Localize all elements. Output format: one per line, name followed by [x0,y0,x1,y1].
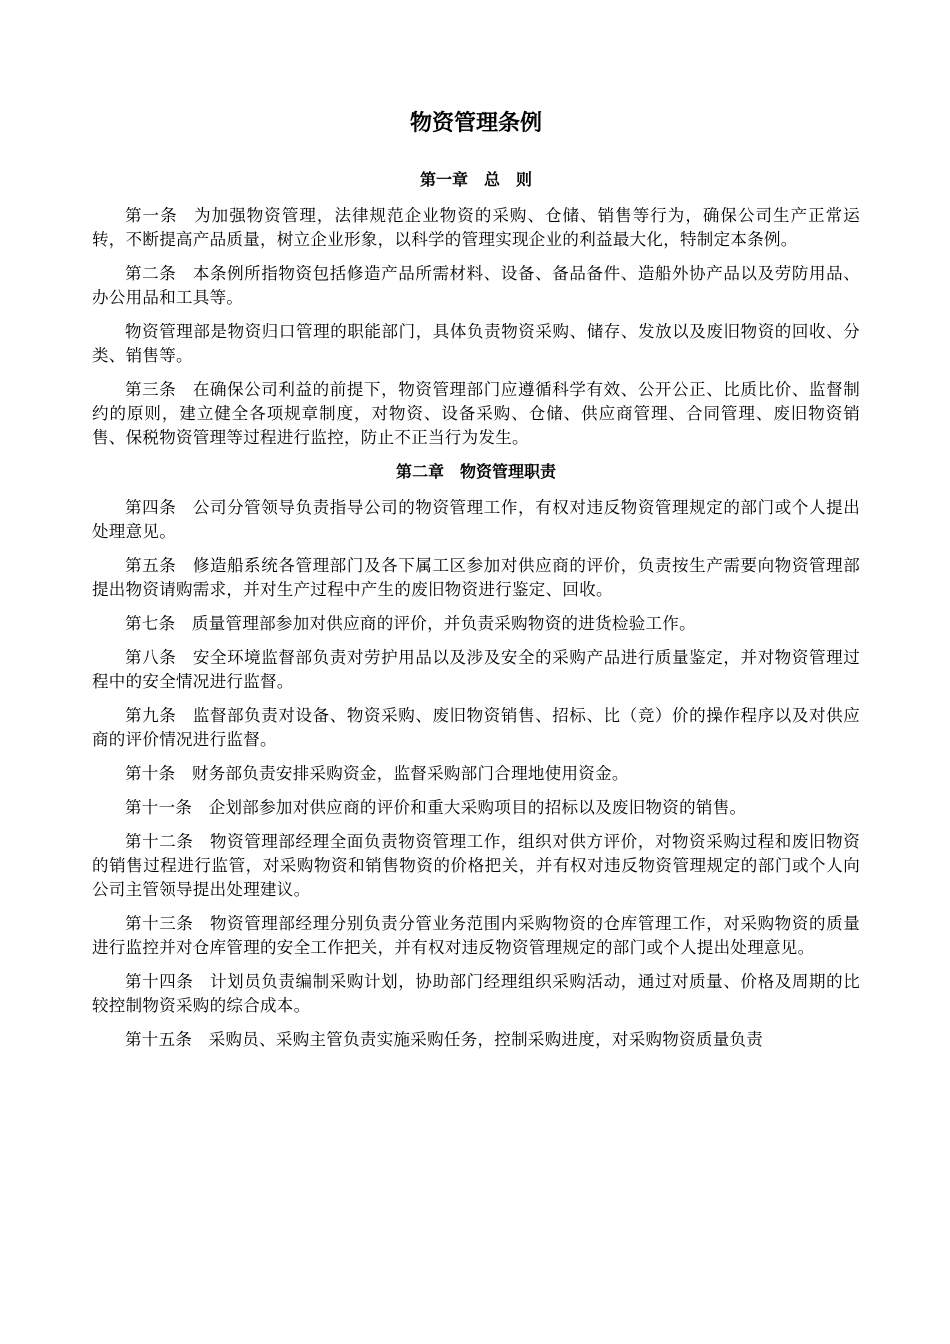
article-number: 第十五条 [125,1030,193,1049]
article-text: 企划部参加对供应商的评价和重大采购项目的招标以及废旧物资的销售。 [208,798,747,817]
article-paragraph [92,704,860,752]
document-title: 物资管理条例 [409,110,542,136]
article-number: 第八条 [125,648,177,667]
article-number: 第十二条 [125,832,194,851]
article-number: 第十条 [125,764,176,783]
article-paragraph [92,496,860,544]
article-paragraph [92,378,860,450]
article-paragraph [92,204,860,252]
article-paragraph [92,1028,860,1052]
article-number: 第七条 [125,614,176,633]
article-paragraph [92,912,860,960]
chapter-heading: 第二章 物资管理职责 [395,462,556,481]
chapter-heading: 第一章 总 则 [419,170,532,189]
article-paragraph [92,830,860,902]
article-text: 安全环境监督部负责对劳护用品以及涉及安全的采购产品进行质量鉴定，并对物资管理过程中的安全情况进行监督。 [92,648,860,691]
article-number: 第二条 [125,264,177,283]
article-paragraph [92,646,860,694]
article-text: 在确保公司利益的前提下，物资管理部门应遵循科学有效、公开公正、比质比价、监督制约的原则，建立健全各项规章制度，对物资、设备采购、仓储、供应商管理、合同管理、废旧物资销售、保税物资管理等过程进行监控，防止不正当行为发生。 [92,380,860,447]
article-paragraph [92,970,860,1018]
article-paragraph [92,262,860,310]
article-number: 第三条 [125,380,177,399]
article-paragraph [92,554,860,602]
article-paragraph [92,320,860,368]
article-number: 第五条 [125,556,177,575]
article-text: 监督部负责对设备、物资采购、废旧物资销售、招标、比（竞）价的操作程序以及对供应商的评价情况进行监督。 [92,706,860,749]
article-text: 物资管理部经理全面负责物资管理工作，组织对供方评价，对物资采购过程和废旧物资的销售过程进行监管，对采购物资和销售物资的价格把关，并有权对违反物资管理规定的部门或个人向公司主管领导提出处理建议。 [92,832,861,899]
article-text: 物资管理部经理分别负责分管业务范围内采购物资的仓库管理工作，对采购物资的质量进行监控并对仓库管理的安全工作把关，并有权对违反物资管理规定的部门或个人提出处理意见。 [92,914,861,957]
article-paragraph [92,796,860,820]
article-number: 第一条 [125,206,178,225]
article-paragraph [92,762,860,786]
article-text: 采购员、采购主管负责实施采购任务，控制采购进度，对采购物资质量负责 [208,1030,764,1049]
article-text: 公司分管领导负责指导公司的物资管理工作，有权对违反物资管理规定的部门或个人提出处理意见。 [92,498,860,541]
article-number: 第四条 [125,498,177,517]
article-text: 财务部负责安排采购资金，监督采购部门合理地使用资金。 [191,764,629,783]
article-number: 第十四条 [125,972,194,991]
article-text: 本条例所指物资包括修造产品所需材料、设备、备品备件、造船外协产品以及劳防用品、办公用品和工具等。 [92,264,860,307]
article-text: 物资管理部是物资归口管理的职能部门，具体负责物资采购、储存、发放以及废旧物资的回收、分类、销售等。 [92,322,860,365]
document-page [92,108,860,1062]
article-number: 第十三条 [125,914,194,933]
article-text: 修造船系统各管理部门及各下属工区参加对供应商的评价，负责按生产需要向物资管理部提出物资请购需求，并对生产过程中产生的废旧物资进行鉴定、回收。 [92,556,860,599]
article-number: 第九条 [125,706,177,725]
article-paragraph [92,612,860,636]
article-number: 第十一条 [125,798,193,817]
article-text: 计划员负责编制采购计划，协助部门经理组织采购活动，通过对质量、价格及周期的比较控制物资采购的综合成本。 [92,972,861,1015]
article-text: 质量管理部参加对供应商的评价，并负责采购物资的进货检验工作。 [191,614,696,633]
article-text: 为加强物资管理，法律规范企业物资的采购、仓储、销售等行为，确保公司生产正常运转，不断提高产品质量，树立企业形象，以科学的管理实现企业的利益最大化，特制定本条例。 [92,206,861,249]
